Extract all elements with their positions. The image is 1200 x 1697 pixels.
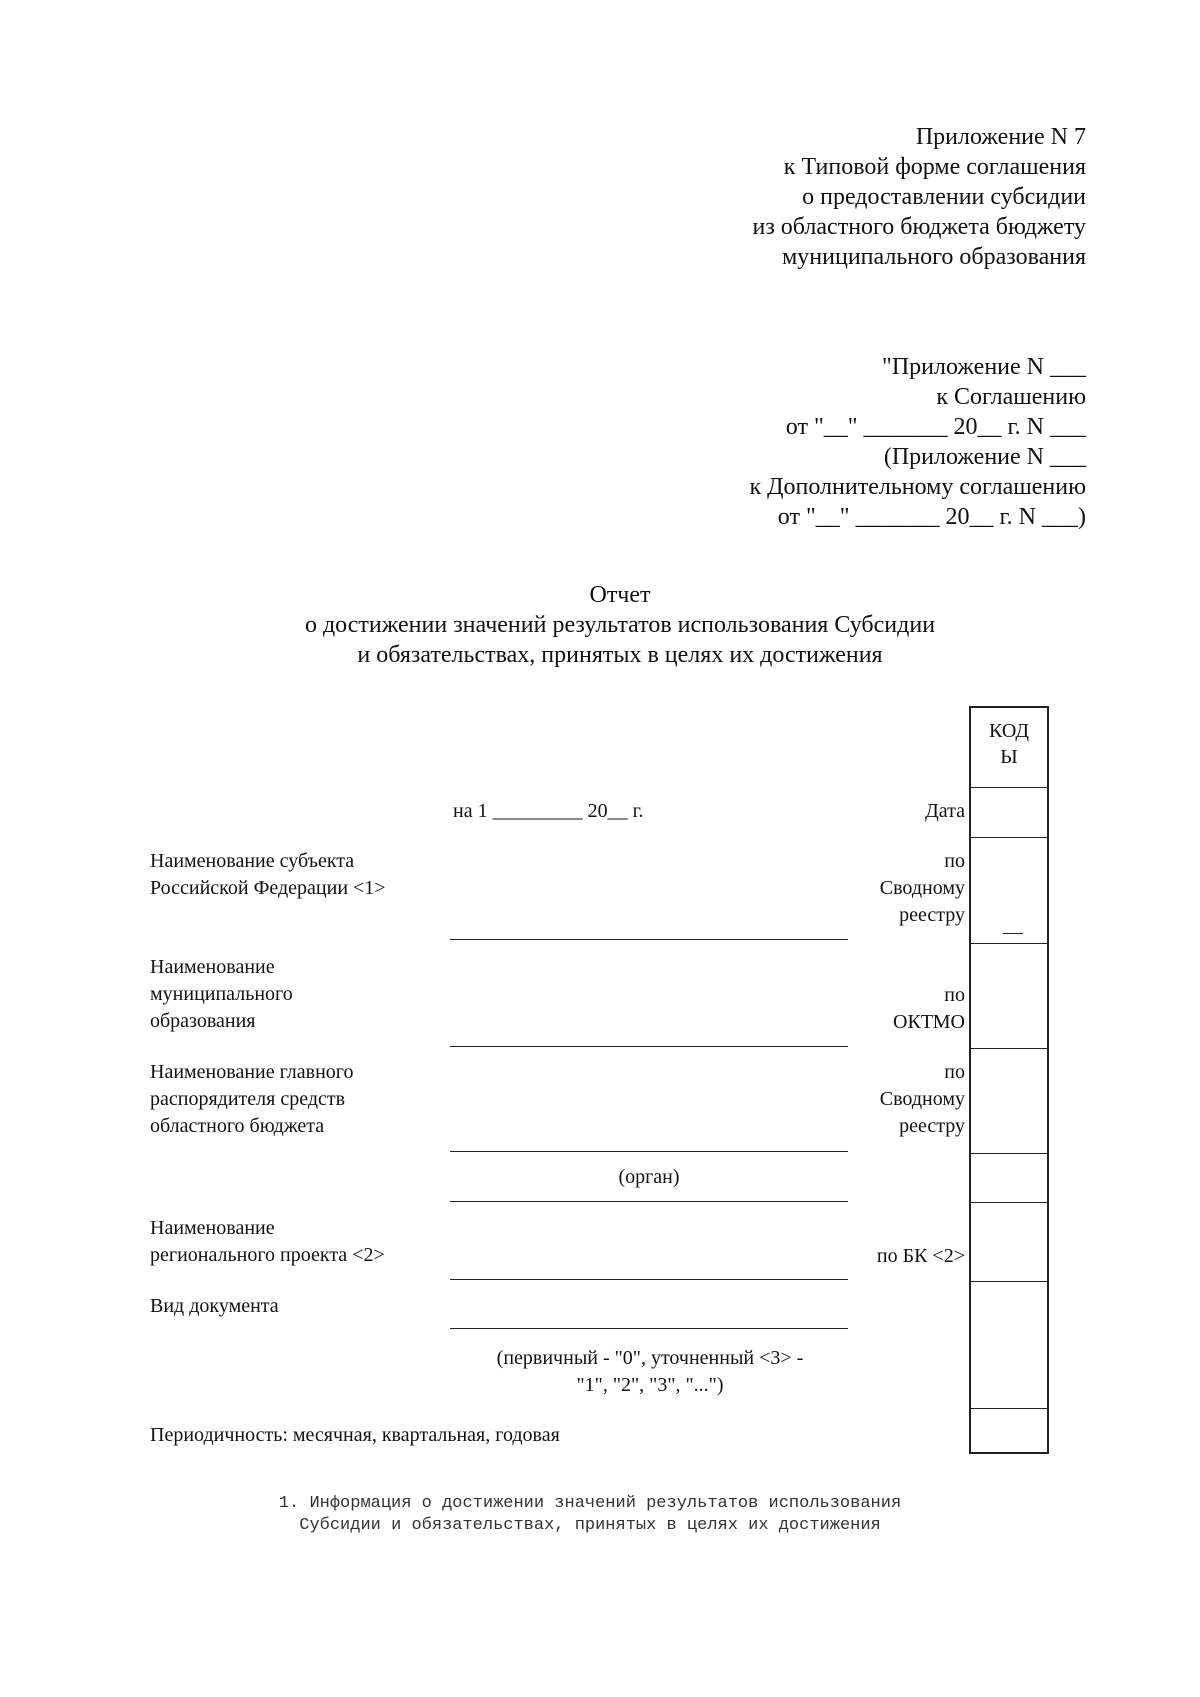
- manager-field[interactable]: [450, 1151, 848, 1152]
- codes-divider-period: [971, 1408, 1047, 1409]
- report-title: [150, 580, 1090, 670]
- report-title-line-3: и обязательствах, принятых в целях их достижения: [357, 642, 883, 668]
- svod1-label-line-1: по: [944, 850, 965, 872]
- codes-divider-oktmo: [971, 943, 1047, 944]
- manager-label-line-2: распорядителя средств: [150, 1088, 346, 1110]
- codes-column: [969, 706, 1049, 1454]
- svod2-label-line-2: Сводному: [879, 1088, 965, 1110]
- agreement-line-1: "Приложение N ___: [882, 354, 1086, 380]
- appendix-line-1: Приложение N 7: [915, 124, 1086, 150]
- manager-label: [150, 1059, 354, 1140]
- svod1-label-line-3: реестру: [899, 904, 965, 926]
- section-heading-line-2: Субсидии и обязательствах, принятых в целях их достижения: [299, 1516, 881, 1535]
- section-heading: [150, 1493, 1030, 1537]
- project-field[interactable]: [450, 1279, 848, 1280]
- manager-label-line-1: Наименование главного: [150, 1061, 354, 1083]
- codes-divider-date: [971, 787, 1047, 788]
- doctype-hint-line-1: (первичный - "0", уточненный <3> -: [496, 1347, 804, 1369]
- svod2-label-line-3: реестру: [899, 1115, 965, 1137]
- municipality-label-line-2: муниципального: [150, 983, 293, 1005]
- svod2-label: [830, 1059, 965, 1140]
- doctype-hint-line-2: "1", "2", "3", "..."): [576, 1374, 724, 1396]
- agreement-line-6: от "__" _______ 20__ г. N ___): [777, 504, 1086, 530]
- oktmo-label-line-2: ОКТМО: [893, 1011, 965, 1033]
- project-label-line-2: регионального проекта <2>: [150, 1244, 385, 1266]
- oktmo-label: [830, 982, 965, 1036]
- section-heading-line-1: 1. Информация о достижении значений результатов использования: [278, 1494, 902, 1513]
- svod1-label: [830, 848, 965, 929]
- codes-header-line-1: КОД: [989, 720, 1029, 742]
- codes-header-line-2: Ы: [1000, 746, 1018, 768]
- agreement-line-2: к Соглашению: [936, 384, 1086, 410]
- manager-label-line-3: областного бюджета: [150, 1115, 325, 1137]
- codes-divider-bk: [971, 1202, 1047, 1203]
- municipality-field[interactable]: [450, 1046, 848, 1047]
- date-label: Дата: [925, 800, 965, 822]
- municipality-label-line-3: образования: [150, 1010, 256, 1032]
- organ-caption: (орган): [618, 1166, 680, 1188]
- project-label: [150, 1215, 385, 1269]
- subject-label-line-2: Российской Федерации <1>: [150, 877, 386, 899]
- svod1-code-tick: [1003, 933, 1023, 934]
- project-label-line-1: Наименование: [150, 1217, 275, 1239]
- date-line: на 1 _________ 20__ г.: [453, 800, 644, 822]
- subject-label: [150, 848, 386, 902]
- codes-divider-doc: [971, 1281, 1047, 1282]
- appendix-line-5: муниципального образования: [782, 244, 1086, 270]
- agreement-line-3: от "__" _______ 20__ г. N ___: [785, 414, 1086, 440]
- report-title-line-2: о достижении значений результатов использования Субсидии: [304, 612, 936, 638]
- periodicity-label: Периодичность: месячная, квартальная, годовая: [150, 1424, 560, 1446]
- codes-divider-svod2: [971, 1048, 1047, 1049]
- appendix-line-2: к Типовой форме соглашения: [783, 154, 1086, 180]
- bk-label: по БК <2>: [876, 1245, 965, 1267]
- appendix-line-4: из областного бюджета бюджету: [752, 214, 1086, 240]
- appendix-line-3: о предоставлении субсидии: [802, 184, 1086, 210]
- codes-divider-svod1: [971, 837, 1047, 838]
- agreement-line-5: к Дополнительному соглашению: [749, 474, 1086, 500]
- organ-field[interactable]: [450, 1201, 848, 1202]
- doctype-field[interactable]: [450, 1328, 848, 1329]
- municipality-label: [150, 954, 293, 1035]
- doctype-hint: [440, 1345, 860, 1399]
- subject-field[interactable]: [450, 939, 848, 940]
- codes-header: [971, 718, 1047, 770]
- agreement-block: [486, 352, 1086, 532]
- report-title-line-1: Отчет: [589, 582, 651, 608]
- svod1-label-line-2: Сводному: [879, 877, 965, 899]
- agreement-line-4: (Приложение N ___: [883, 444, 1086, 470]
- subject-label-line-1: Наименование субъекта: [150, 850, 355, 872]
- appendix-block: [486, 122, 1086, 272]
- svod2-label-line-1: по: [944, 1061, 965, 1083]
- doctype-label: Вид документа: [150, 1295, 279, 1317]
- oktmo-label-line-1: по: [944, 984, 965, 1006]
- municipality-label-line-1: Наименование: [150, 956, 275, 978]
- codes-divider-organ: [971, 1153, 1047, 1154]
